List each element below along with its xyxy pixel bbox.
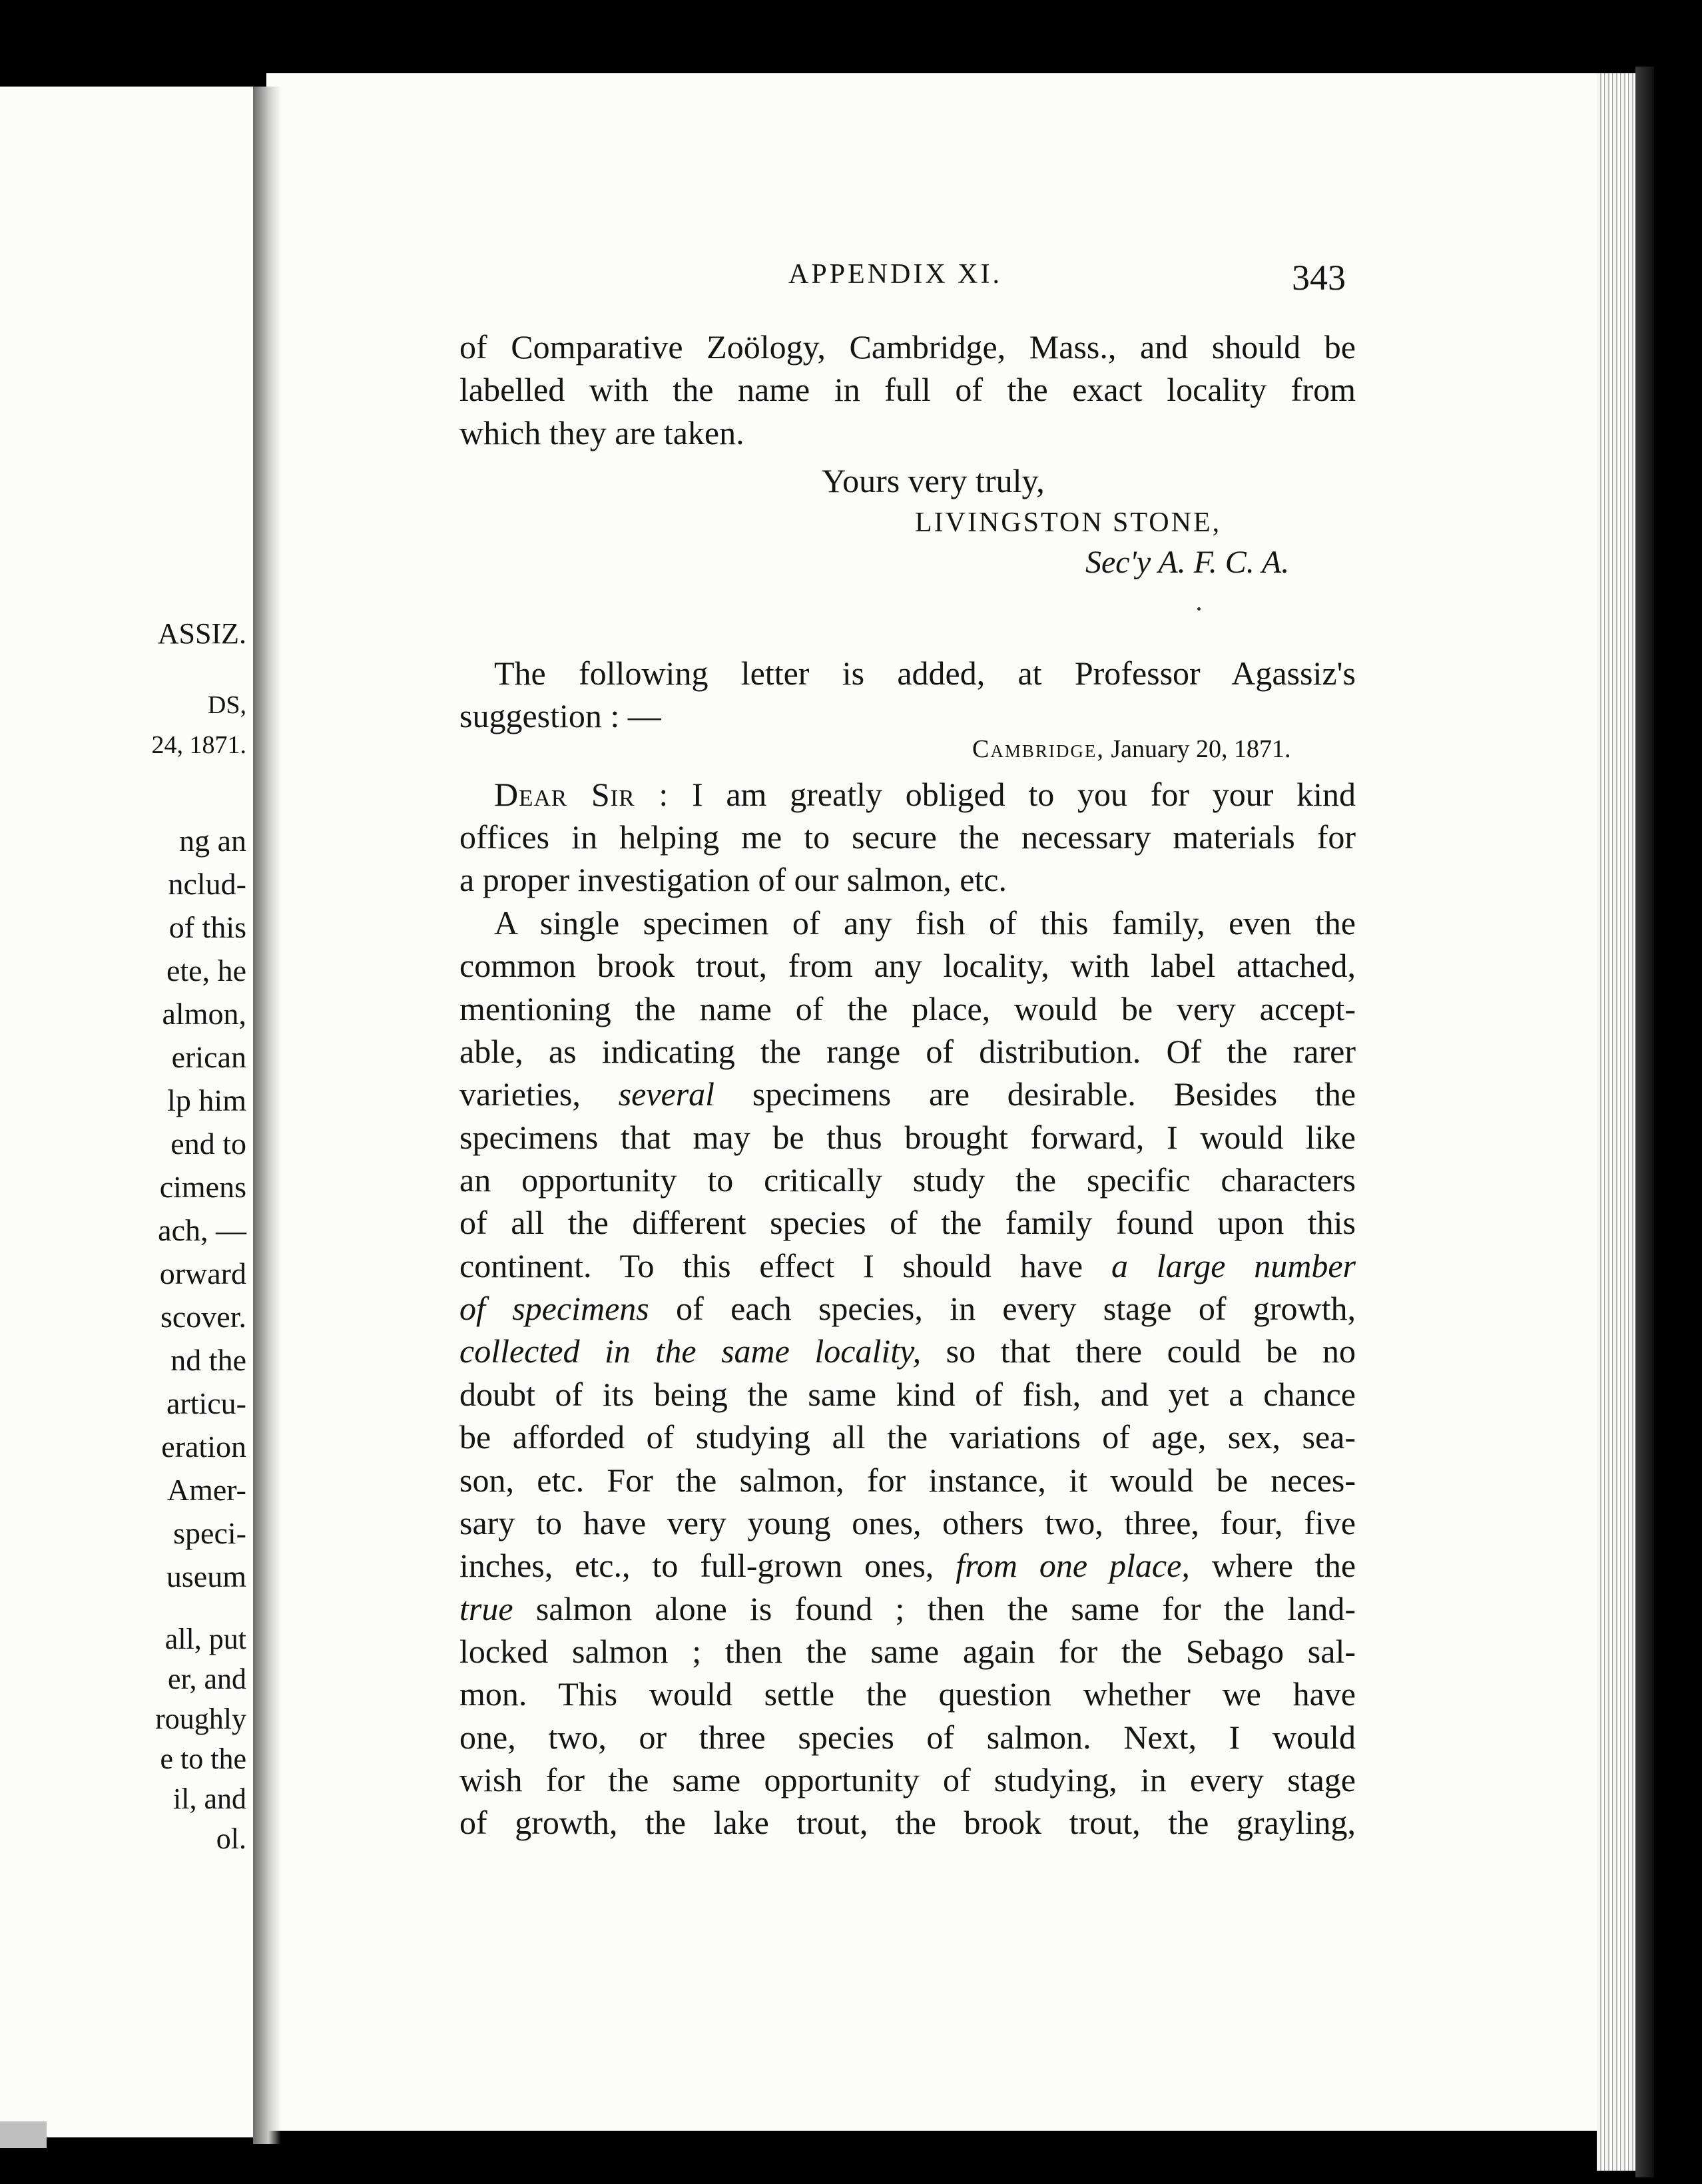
- text-line: an opportunity to critically study the specific characters: [459, 1161, 1356, 1199]
- text-line: inches, etc., to full-grown ones, from one place, where the: [459, 1547, 1356, 1584]
- facing-page-line: articu-: [166, 1386, 246, 1420]
- facing-page-line: all, put: [164, 1623, 246, 1655]
- facing-page-line: eration: [161, 1430, 246, 1464]
- facing-page-line: almon,: [162, 997, 246, 1031]
- dateline-place: Cambridge,: [972, 735, 1105, 763]
- text-line: varieties, several specimens are desirable. Besides the: [459, 1075, 1356, 1113]
- stray-mark: [1197, 607, 1201, 611]
- dateline-date: January 20, 1871.: [1111, 735, 1291, 763]
- text-line: offices in helping me to secure the necessary materials for: [459, 818, 1356, 856]
- text-line: locked salmon ; then the same again for the Sebago sal-: [459, 1633, 1356, 1670]
- text-line: suggestion : —: [459, 697, 661, 734]
- text-line: A single specimen of any fish of this family, even the: [494, 904, 1356, 942]
- text-line: able, as indicating the range of distribution. Of the rarer: [459, 1033, 1356, 1070]
- facing-page-line: ach, —: [158, 1213, 246, 1247]
- facing-page-line: 24, 1871.: [151, 731, 246, 759]
- text-line: one, two, or three species of salmon. Next, I would: [459, 1719, 1356, 1756]
- binding-shadow: [253, 87, 281, 2144]
- facing-page-line: scover.: [160, 1300, 246, 1334]
- page-edges: [1597, 73, 1635, 2171]
- facing-page-line: e to the: [160, 1743, 246, 1775]
- dateline: [972, 734, 1291, 764]
- text-line: of all the different species of the family found upon this: [459, 1204, 1356, 1241]
- facing-page-line: of this: [168, 910, 246, 944]
- text-line: specimens that may be thus brought forward, I would like: [459, 1119, 1356, 1156]
- page-corner-stub: [0, 2121, 47, 2148]
- text-line: common brook trout, from any locality, with label attached,: [459, 947, 1356, 984]
- facing-page-line: lp him: [167, 1083, 246, 1117]
- emphasis: from one place,: [956, 1547, 1190, 1584]
- facing-page-line: nclud-: [168, 867, 246, 901]
- text-line: continent. To this effect I should have a large number: [459, 1247, 1356, 1284]
- text-line: true salmon alone is found ; then the same for the land-: [459, 1590, 1356, 1627]
- text-line: a proper investigation of our salmon, etc.: [459, 861, 1007, 898]
- emphasis: collected in the same locality,: [459, 1332, 922, 1370]
- text-line: which they are taken.: [459, 414, 744, 451]
- facing-page-line: ol.: [216, 1822, 246, 1855]
- text-line: be afforded of studying all the variations of age, sex, sea-: [459, 1418, 1356, 1456]
- facing-page-line: end to: [170, 1127, 246, 1161]
- emphasis: several: [618, 1075, 715, 1113]
- text-line: of Comparative Zoölogy, Cambridge, Mass., and should be: [459, 328, 1356, 366]
- facing-page-line: ete, he: [166, 954, 246, 987]
- facing-page-line: useum: [166, 1559, 246, 1593]
- text-line: labelled with the name in full of the exact locality from: [459, 371, 1356, 408]
- page-number: 343: [1292, 258, 1346, 298]
- facing-page-line: cimens: [159, 1170, 246, 1204]
- text-line: The following letter is added, at Professor Agassiz's: [494, 655, 1356, 692]
- facing-page-line: orward: [159, 1256, 246, 1290]
- facing-page-line: ASSIZ.: [157, 617, 246, 650]
- closing: Yours very truly,: [822, 462, 1045, 499]
- facing-page-line: Amer-: [166, 1473, 246, 1507]
- text-line: sary to have very young ones, others two, three, four, five: [459, 1504, 1356, 1541]
- facing-page-line: speci-: [173, 1516, 246, 1550]
- facing-page-line: il, and: [173, 1782, 246, 1815]
- signature-name: LIVINGSTON STONE,: [915, 507, 1222, 538]
- emphasis: true: [459, 1590, 513, 1627]
- text-line: wish for the same opportunity of studying, in every stage: [459, 1761, 1356, 1798]
- facing-page-line: erican: [171, 1040, 246, 1074]
- text-line: son, etc. For the salmon, for instance, it would be neces-: [459, 1462, 1356, 1499]
- text-line: collected in the same locality, so that there could be no: [459, 1332, 1356, 1370]
- text-line: Dear Sir : I am greatly obliged to you for your kind: [494, 776, 1356, 813]
- facing-page-line: roughly: [155, 1703, 246, 1735]
- text-line: doubt of its being the same kind of fish, and yet a chance: [459, 1376, 1356, 1413]
- running-head: APPENDIX XI.: [788, 259, 1002, 290]
- facing-page-fragment: [0, 87, 266, 2137]
- signature-title: Sec'y A. F. C. A.: [1085, 545, 1290, 580]
- salutation: Dear Sir :: [494, 776, 669, 813]
- facing-page-line: er, and: [168, 1663, 246, 1695]
- facing-page-line: nd the: [170, 1343, 246, 1377]
- text-line: mentioning the name of the place, would be very accept-: [459, 990, 1356, 1027]
- text-line: mon. This would settle the question whether we have: [459, 1675, 1356, 1713]
- facing-page-line: ng an: [179, 824, 246, 858]
- text-line: of specimens of each species, in every stage of growth,: [459, 1290, 1356, 1327]
- emphasis: of specimens: [459, 1290, 649, 1327]
- text-line: of growth, the lake trout, the brook trout, the grayling,: [459, 1804, 1356, 1841]
- emphasis: a large number: [1111, 1247, 1356, 1284]
- book-cover-edge: [1635, 67, 1654, 2177]
- facing-page-line: DS,: [207, 691, 246, 719]
